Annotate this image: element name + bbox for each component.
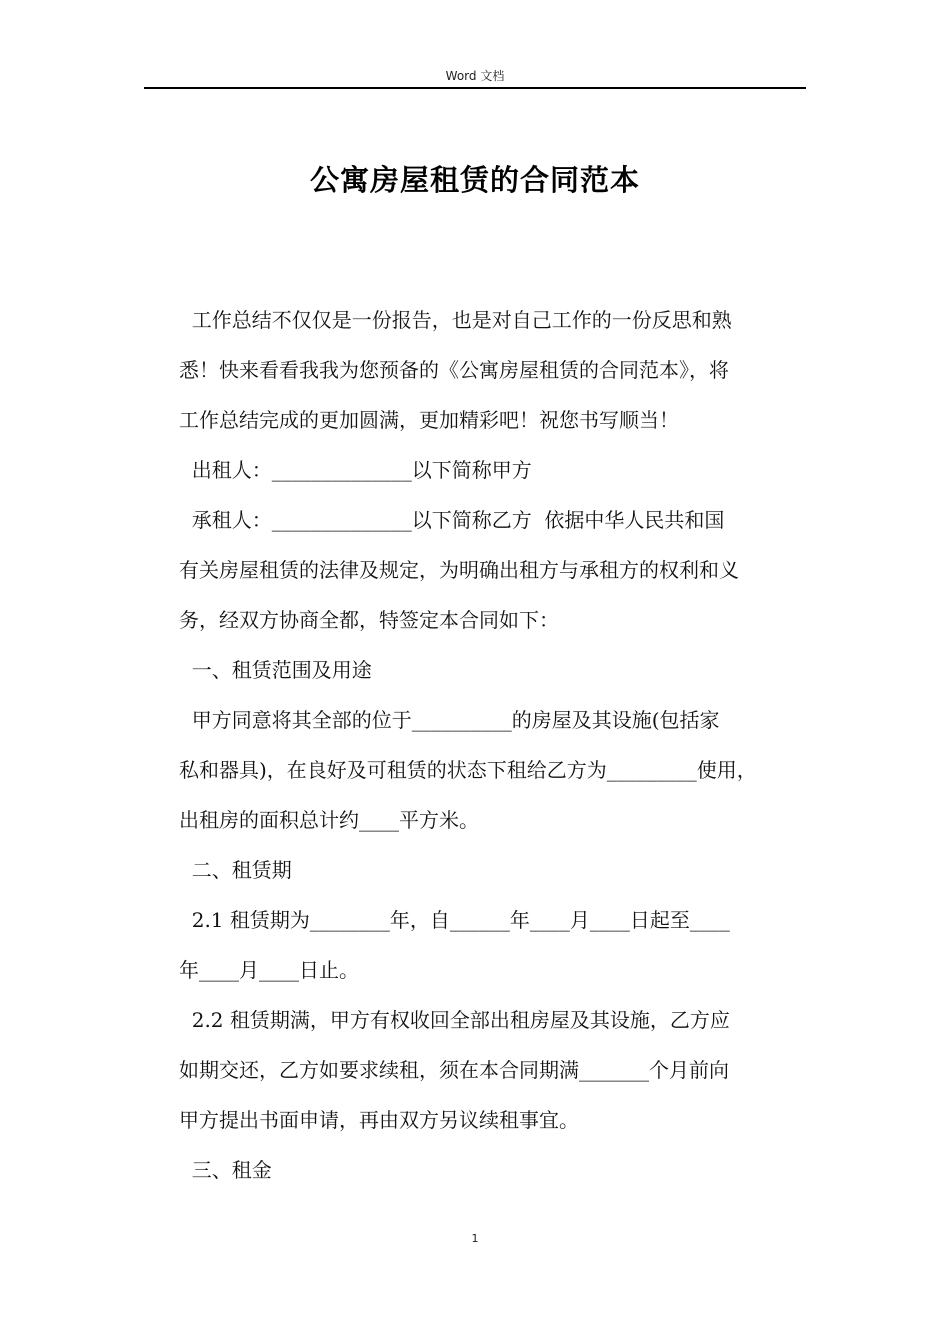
body-line: 承租人：______________以下简称乙方 依据中华人民共和国 — [179, 508, 725, 532]
body-line: 2.2 租赁期满，甲方有权收回全部出租房屋及其设施，乙方应 — [179, 1008, 730, 1032]
page-number: 1 — [471, 1232, 479, 1245]
body-line: 工作总结不仅仅是一份报告，也是对自己工作的一份反思和熟 — [179, 308, 732, 332]
section-heading: 二、租赁期 — [179, 858, 292, 882]
document-title: 公寓房屋租赁的合同范本 — [309, 163, 640, 197]
body-line: 悉！快来看看我我为您预备的《公寓房屋租赁的合同范本》，将 — [179, 358, 729, 382]
section-heading: 一、租赁范围及用途 — [179, 658, 372, 682]
body-line: 务，经双方协商全都，特签定本合同如下： — [179, 608, 559, 632]
body-line: 甲方同意将其全部的位于__________的房屋及其设施(包括家 — [179, 708, 720, 732]
body-line: 如期交还，乙方如要求续租，须在本合同期满_______个月前向 — [179, 1058, 729, 1082]
body-line: 出租人：______________以下简称甲方 — [179, 458, 532, 482]
body-line: 出租房的面积总计约____平方米。 — [179, 808, 479, 832]
body-line: 有关房屋租赁的法律及规定，为明确出租方与承租方的权利和义 — [179, 558, 739, 582]
section-heading: 三、租金 — [179, 1158, 272, 1182]
body-line: 甲方提出书面申请，再由双方另议续租事宜。 — [179, 1108, 579, 1132]
header-divider — [144, 87, 806, 89]
page-header: Word 文档 — [445, 69, 505, 83]
body-line: 私和器具)，在良好及可租赁的状态下租给乙方为_________使用， — [179, 758, 757, 782]
document-body — [179, 295, 801, 1195]
body-line: 2.1 租赁期为________年，自______年____月____日起至____ — [179, 908, 730, 932]
body-line: 工作总结完成的更加圆满，更加精彩吧！祝您书写顺当！ — [179, 408, 679, 432]
body-line: 年____月____日止。 — [179, 958, 359, 982]
